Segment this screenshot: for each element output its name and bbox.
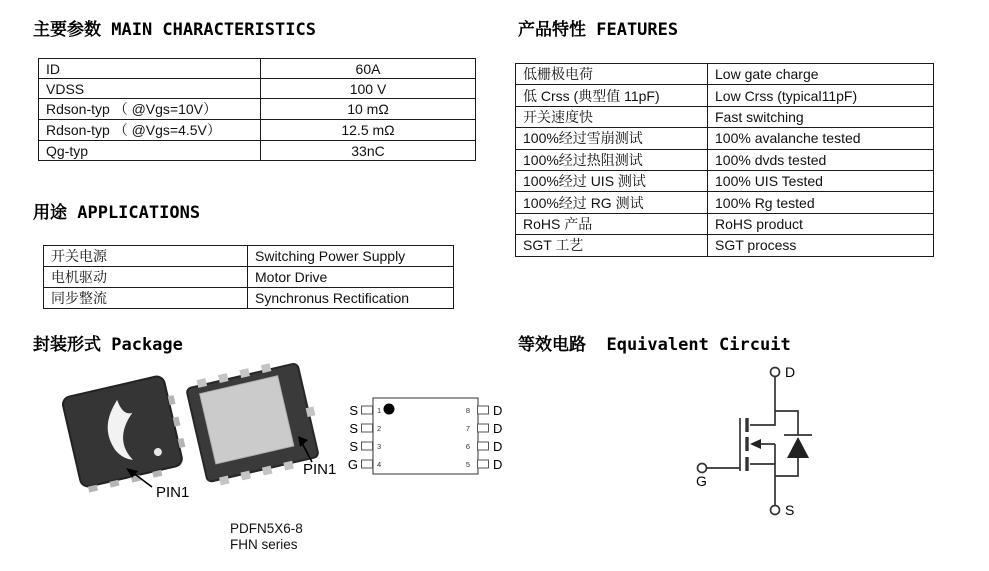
table-cell: SGT 工艺 bbox=[516, 235, 708, 256]
table-cell: Switching Power Supply bbox=[248, 246, 454, 267]
table-cell: 100%经过 RG 测试 bbox=[516, 192, 708, 213]
pin1-label-left: PIN1 bbox=[156, 484, 190, 501]
pin-label: D bbox=[493, 439, 503, 454]
table-cell: VDSS bbox=[39, 79, 261, 99]
table-row bbox=[44, 246, 454, 267]
table-row bbox=[516, 64, 934, 85]
pin-number: 8 bbox=[465, 406, 470, 415]
equivalent-circuit-diagram bbox=[690, 358, 840, 530]
package-heading: 封装形式 Package bbox=[33, 335, 183, 355]
main-characteristics-heading: 主要参数 MAIN CHARACTERISTICS bbox=[33, 20, 316, 40]
source-label: S bbox=[785, 502, 795, 518]
table-cell: Synchronus Rectification bbox=[248, 288, 454, 309]
source-terminal bbox=[771, 506, 780, 515]
table-row bbox=[39, 141, 476, 161]
pin-number: 4 bbox=[377, 460, 382, 469]
table-cell: RoHS product bbox=[708, 213, 934, 234]
gate-label: G bbox=[696, 473, 707, 489]
table-cell: ID bbox=[39, 59, 261, 79]
table-cell: Low Crss (typical11pF) bbox=[708, 85, 934, 106]
pin-label: S bbox=[349, 421, 358, 436]
table-row bbox=[516, 106, 934, 127]
applications-heading: 用途 APPLICATIONS bbox=[33, 203, 201, 223]
package-photo-bottom-view bbox=[165, 362, 360, 502]
pin-label: D bbox=[493, 403, 503, 418]
table-cell: Qg-typ bbox=[39, 141, 261, 161]
table-cell: 开关速度快 bbox=[516, 106, 708, 127]
table-row bbox=[516, 128, 934, 149]
pin-number: 5 bbox=[465, 460, 470, 469]
pin-label: D bbox=[493, 457, 503, 472]
table-row bbox=[39, 120, 476, 141]
table-cell: Rdson-typ （ @Vgs=10V） bbox=[39, 99, 261, 120]
table-cell: 100% Rg tested bbox=[708, 192, 934, 213]
applications-table bbox=[43, 245, 454, 309]
pin-lead bbox=[362, 406, 373, 414]
pin-label: D bbox=[493, 421, 503, 436]
drain-channel-wire bbox=[750, 411, 775, 425]
table-cell: 开关电源 bbox=[44, 246, 248, 267]
gate-terminal bbox=[698, 464, 707, 473]
table-cell: 33nC bbox=[261, 141, 476, 161]
table-cell: 电机驱动 bbox=[44, 267, 248, 288]
table-row bbox=[39, 59, 476, 79]
diode-top-wire bbox=[775, 411, 798, 435]
table-cell: 10 mΩ bbox=[261, 99, 476, 120]
table-row bbox=[39, 99, 476, 120]
package-name: PDFN5X6-8 bbox=[230, 521, 303, 536]
table-cell: 12.5 mΩ bbox=[261, 120, 476, 141]
table-row bbox=[516, 149, 934, 170]
table-cell: 同步整流 bbox=[44, 288, 248, 309]
table-cell: 100%经过热阻测试 bbox=[516, 149, 708, 170]
drain-label: D bbox=[785, 364, 796, 380]
table-cell: 100 V bbox=[261, 79, 476, 99]
table-row bbox=[44, 288, 454, 309]
pin-label: S bbox=[349, 403, 358, 418]
table-row bbox=[516, 170, 934, 191]
table-cell: 100%经过雪崩测试 bbox=[516, 128, 708, 149]
pin-number: 3 bbox=[377, 442, 382, 451]
diode-triangle bbox=[787, 437, 809, 458]
table-cell: Low gate charge bbox=[708, 64, 934, 85]
table-cell: 低栅极电荷 bbox=[516, 64, 708, 85]
table-row bbox=[44, 267, 454, 288]
pin-lead bbox=[362, 460, 373, 468]
pin-lead bbox=[478, 406, 489, 414]
pin-label: G bbox=[347, 457, 358, 472]
features-heading: 产品特性 FEATURES bbox=[518, 20, 679, 40]
pin-number: 1 bbox=[377, 406, 382, 415]
table-cell: Motor Drive bbox=[248, 267, 454, 288]
body-arrow-head bbox=[750, 439, 761, 449]
pin-lead bbox=[478, 442, 489, 450]
table-cell: Fast switching bbox=[708, 106, 934, 127]
features-table bbox=[515, 63, 934, 257]
source-wire bbox=[750, 464, 775, 506]
pin-number: 2 bbox=[377, 424, 382, 433]
table-cell: 100% avalanche tested bbox=[708, 128, 934, 149]
table-cell: 60A bbox=[261, 59, 476, 79]
main-characteristics-table bbox=[38, 58, 476, 161]
pin1-label-right: PIN1 bbox=[303, 461, 337, 478]
table-row bbox=[39, 79, 476, 99]
table-cell: SGT process bbox=[708, 235, 934, 256]
table-cell: 100% dvds tested bbox=[708, 149, 934, 170]
pinout-diagram bbox=[340, 385, 510, 485]
drain-terminal bbox=[771, 368, 780, 377]
table-row bbox=[516, 213, 934, 234]
table-row bbox=[516, 235, 934, 256]
diode-bottom-wire bbox=[775, 458, 798, 476]
pin-label: S bbox=[349, 439, 358, 454]
table-cell: RoHS 产品 bbox=[516, 213, 708, 234]
pin-number: 6 bbox=[465, 442, 470, 451]
pin1-dot-marker bbox=[384, 404, 395, 415]
pin-lead bbox=[478, 424, 489, 432]
table-cell: 100% UIS Tested bbox=[708, 170, 934, 191]
pin-lead bbox=[478, 460, 489, 468]
table-cell: 100%经过 UIS 测试 bbox=[516, 170, 708, 191]
series-name: FHN series bbox=[230, 537, 298, 552]
pin-number: 7 bbox=[465, 424, 470, 433]
table-cell: Rdson-typ （ @Vgs=4.5V） bbox=[39, 120, 261, 141]
equivalent-circuit-heading: 等效电路 Equivalent Circuit bbox=[518, 335, 791, 355]
pin-lead bbox=[362, 424, 373, 432]
table-row bbox=[516, 192, 934, 213]
table-row bbox=[516, 85, 934, 106]
package-caption bbox=[230, 521, 303, 553]
table-cell: 低 Crss (典型值 11pF) bbox=[516, 85, 708, 106]
pin-lead bbox=[362, 442, 373, 450]
